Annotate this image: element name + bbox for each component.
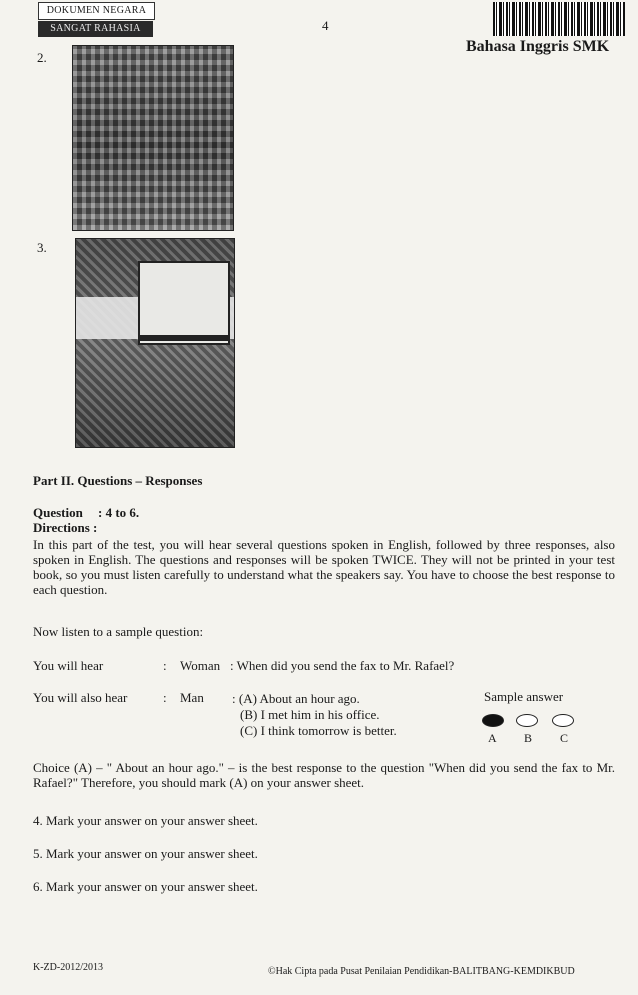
hear-label: You will hear: [33, 658, 104, 673]
also-hear-colon: :: [163, 690, 167, 705]
directions-label: Directions :: [33, 520, 98, 535]
part-title: Part II. Questions – Responses: [33, 473, 203, 488]
sample-answer-title: Sample answer: [484, 689, 564, 704]
sample-intro: Now listen to a sample question:: [33, 624, 204, 639]
photo-window: [138, 261, 230, 345]
item-4: 4. Mark your answer on your answer sheet.: [33, 813, 258, 828]
subject-title: Bahasa Inggris SMK: [466, 38, 610, 55]
photo-market-scene: [72, 45, 234, 231]
page-number: 4: [322, 18, 329, 33]
option-b: (B) I met him in his office.: [240, 707, 380, 722]
directions-text: In this part of the test, you will hear several questions spoken in English, followed by three responses, also spoken in English. The questions and responses will be spoken TWICE. They will not be printed in your test book, so you must listen carefully to understand what the speakers say. You have to choose the best response to each question.: [33, 537, 615, 597]
photo-person-at-window: [75, 238, 235, 448]
footer-code: K-ZD-2012/2013: [33, 962, 103, 973]
hear-speaker: Woman: [180, 658, 221, 673]
answer-letter-c: C: [560, 731, 569, 745]
hear-text: : When did you send the fax to Mr. Rafael?: [230, 658, 455, 673]
hear-colon: :: [163, 658, 167, 673]
document-classification-stamp: DOKUMEN NEGARA: [38, 2, 155, 20]
option-c: (C) I think tomorrow is better.: [240, 723, 397, 738]
secrecy-stamp: SANGAT RAHASIA: [38, 21, 153, 37]
answer-bubble-b: [516, 714, 538, 727]
item-5: 5. Mark your answer on your answer sheet.: [33, 846, 258, 861]
answer-letter-a: A: [488, 731, 497, 745]
image-number-2: 2.: [37, 50, 47, 65]
barcode: [493, 2, 625, 36]
footer-copyright: ©Hak Cipta pada Pusat Penilaian Pendidikan-BALITBANG-KEMDIKBUD: [268, 966, 575, 977]
image-number-3: 3.: [37, 240, 47, 255]
answer-bubble-c: [552, 714, 574, 727]
photo-railing: [138, 335, 230, 341]
answer-bubble-a: [482, 714, 504, 727]
also-hear-speaker: Man: [180, 690, 204, 705]
question-range: : 4 to 6.: [98, 505, 140, 520]
question-label: Question: [33, 505, 83, 520]
answer-letter-b: B: [524, 731, 533, 745]
option-a: : (A) About an hour ago.: [232, 691, 360, 706]
item-6: 6. Mark your answer on your answer sheet.: [33, 879, 258, 894]
explanation-text: Choice (A) – " About an hour ago." – is the best response to the question "When did you send the fax to Mr. Rafael?" Therefore, you should mark (A) on your answer sheet.: [33, 760, 615, 790]
also-hear-label: You will also hear: [33, 690, 128, 705]
